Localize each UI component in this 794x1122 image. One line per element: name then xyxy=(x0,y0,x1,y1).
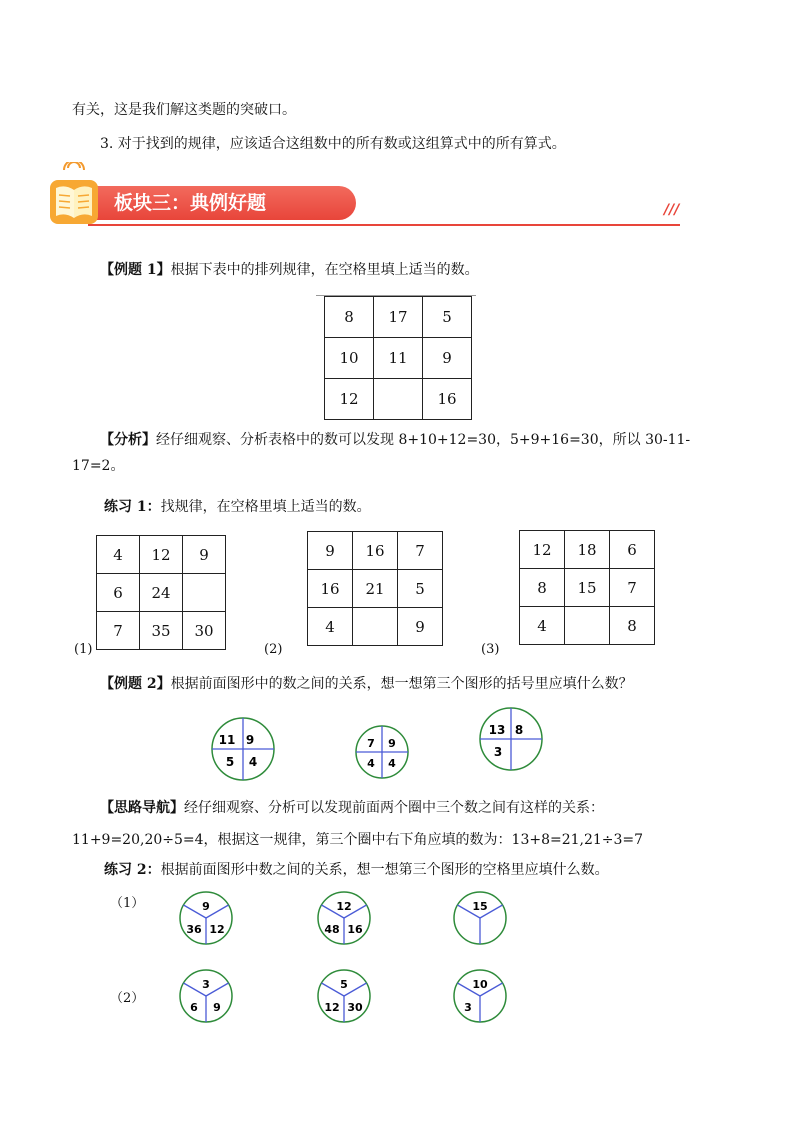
grid-cell: 24 xyxy=(140,574,183,612)
circle-value-top: 15 xyxy=(472,900,488,913)
grid-cell: 21 xyxy=(353,570,398,608)
example2-circle-1 xyxy=(208,714,278,784)
practice2-row-2-number: （2） xyxy=(110,991,145,1006)
grid-cell: 35 xyxy=(140,612,183,650)
section-header xyxy=(48,162,680,230)
example1-grid xyxy=(324,296,472,420)
circle-value-br: 9 xyxy=(213,1001,221,1014)
circle-value-bl: 12 xyxy=(324,1001,340,1014)
practice1-grid-2 xyxy=(307,531,443,646)
practice2-row1-circle-1 xyxy=(176,888,236,948)
grid-cell: 4 xyxy=(520,607,565,645)
grid-cell: 6 xyxy=(610,531,655,569)
circle-value-top: 9 xyxy=(202,900,210,913)
grid-cell: 8 xyxy=(325,297,374,338)
practice2-heading xyxy=(104,860,609,880)
grid-cell: 9 xyxy=(423,338,472,379)
analysis1-text: 经仔细观察、分析表格中的数可以发现 8+10+12=30，5+9+16=30，所以 30-11- xyxy=(156,432,691,448)
grid-cell: 9 xyxy=(308,532,353,570)
example2-circle-3 xyxy=(476,704,546,774)
circle-value-top: 10 xyxy=(472,978,488,991)
practice1-grid-1-number: (1) xyxy=(74,642,93,657)
example1-text: 根据下表中的排列规律，在空格里填上适当的数。 xyxy=(170,262,479,278)
practice2-row2-circle-1 xyxy=(176,966,236,1026)
practice2-row2-circle-3 xyxy=(450,966,510,1026)
grid-cell: 16 xyxy=(423,379,472,420)
circle-value-tr: 9 xyxy=(245,733,255,747)
grid-cell: 18 xyxy=(565,531,610,569)
grid-cell: 16 xyxy=(353,532,398,570)
guide2-line-1 xyxy=(100,798,604,818)
grid-cell-blank xyxy=(374,379,423,420)
section-title: 板块三：典例好题 xyxy=(114,192,267,214)
grid-cell: 12 xyxy=(140,536,183,574)
circle-value-br: 4 xyxy=(248,755,258,769)
grid-cell: 7 xyxy=(97,612,140,650)
practice2-label: 练习 2： xyxy=(104,862,161,878)
section-slashes: /// xyxy=(664,202,680,218)
example1-heading xyxy=(100,260,479,280)
practice2-row1-circle-3 xyxy=(450,888,510,948)
circle-value-tr: 8 xyxy=(514,723,524,737)
grid-cell: 4 xyxy=(97,536,140,574)
practice1-grid-3-number: (3) xyxy=(481,642,500,657)
practice1-heading xyxy=(104,497,371,517)
example2-circle-2 xyxy=(352,722,412,782)
grid-cell: 17 xyxy=(374,297,423,338)
analysis1-line-1 xyxy=(100,430,690,450)
intro-line-2: 3. 对于找到的规律，应该适合这组数中的所有数或这组算式中的所有算式。 xyxy=(100,136,566,152)
grid-cell: 5 xyxy=(423,297,472,338)
grid-cell: 12 xyxy=(325,379,374,420)
circle-value-top: 3 xyxy=(202,978,210,991)
intro-line-1: 有关，这是我们解这类题的突破口。 xyxy=(72,102,296,118)
grid-cell: 9 xyxy=(183,536,226,574)
example1-label: 【例题 1】 xyxy=(100,262,171,278)
practice1-grid-2-number: (2) xyxy=(264,642,283,657)
circle-value-bl: 48 xyxy=(324,923,340,936)
circle-value-bl: 3 xyxy=(464,1001,472,1014)
grid-cell-blank xyxy=(353,608,398,646)
grid-cell: 15 xyxy=(565,569,610,607)
practice2-row-1-number: （1） xyxy=(110,896,145,911)
practice1-grid-3 xyxy=(519,530,655,645)
grid-cell: 8 xyxy=(520,569,565,607)
circle-value-br: 16 xyxy=(347,923,363,936)
guide2-text: 经仔细观察、分析可以发现前面两个圈中三个数之间有这样的关系： xyxy=(184,800,604,816)
analysis1-line-2: 17=2。 xyxy=(72,458,125,474)
grid-cell: 6 xyxy=(97,574,140,612)
grid-cell: 9 xyxy=(398,608,443,646)
circle-value-top: 12 xyxy=(336,900,352,913)
example2-text: 根据前面图形中的数之间的关系，想一想第三个图形的括号里应填什么数？ xyxy=(170,676,633,692)
circle-value-tl: 13 xyxy=(488,723,506,737)
grid-cell: 12 xyxy=(520,531,565,569)
circle-value-tl: 7 xyxy=(367,737,375,750)
practice1-grid-1 xyxy=(96,535,226,650)
practice2-row2-circle-2 xyxy=(314,966,374,1026)
grid-cell: 10 xyxy=(325,338,374,379)
circle-value-bl: 6 xyxy=(190,1001,198,1014)
circle-value-bl: 3 xyxy=(493,745,503,759)
circle-value-tl: 11 xyxy=(218,733,236,747)
grid-cell: 5 xyxy=(398,570,443,608)
grid-cell-blank xyxy=(565,607,610,645)
example2-heading xyxy=(100,674,633,694)
analysis1-label: 【分析】 xyxy=(100,432,156,448)
circle-value-tr: 9 xyxy=(388,737,396,750)
practice2-row1-circle-2 xyxy=(314,888,374,948)
circle-value-bl: 4 xyxy=(367,757,375,770)
grid-cell: 7 xyxy=(610,569,655,607)
circle-value-bl: 36 xyxy=(186,923,202,936)
circle-value-top: 5 xyxy=(340,978,348,991)
grid-cell: 8 xyxy=(610,607,655,645)
guide2-line-2: 11+9=20,20÷5=4，根据这一规律，第三个圈中右下角应填的数为：13+8=21,21÷3=7 xyxy=(72,832,644,848)
example2-label: 【例题 2】 xyxy=(100,676,171,692)
practice1-label: 练习 1： xyxy=(104,499,161,515)
practice2-text: 根据前面图形中数之间的关系，想一想第三个图形的空格里应填什么数。 xyxy=(160,862,609,878)
circle-value-br: 30 xyxy=(347,1001,363,1014)
grid-cell: 7 xyxy=(398,532,443,570)
grid-cell-blank xyxy=(183,574,226,612)
grid-cell: 16 xyxy=(308,570,353,608)
open-book-icon xyxy=(48,162,100,230)
grid-cell: 11 xyxy=(374,338,423,379)
circle-value-br: 4 xyxy=(388,757,396,770)
grid-cell: 30 xyxy=(183,612,226,650)
practice1-text: 找规律，在空格里填上适当的数。 xyxy=(160,499,371,515)
circle-value-br: 12 xyxy=(209,923,225,936)
section-divider xyxy=(88,224,680,226)
guide2-label: 【思路导航】 xyxy=(100,800,184,816)
circle-value-bl: 5 xyxy=(225,755,235,769)
grid-cell: 4 xyxy=(308,608,353,646)
